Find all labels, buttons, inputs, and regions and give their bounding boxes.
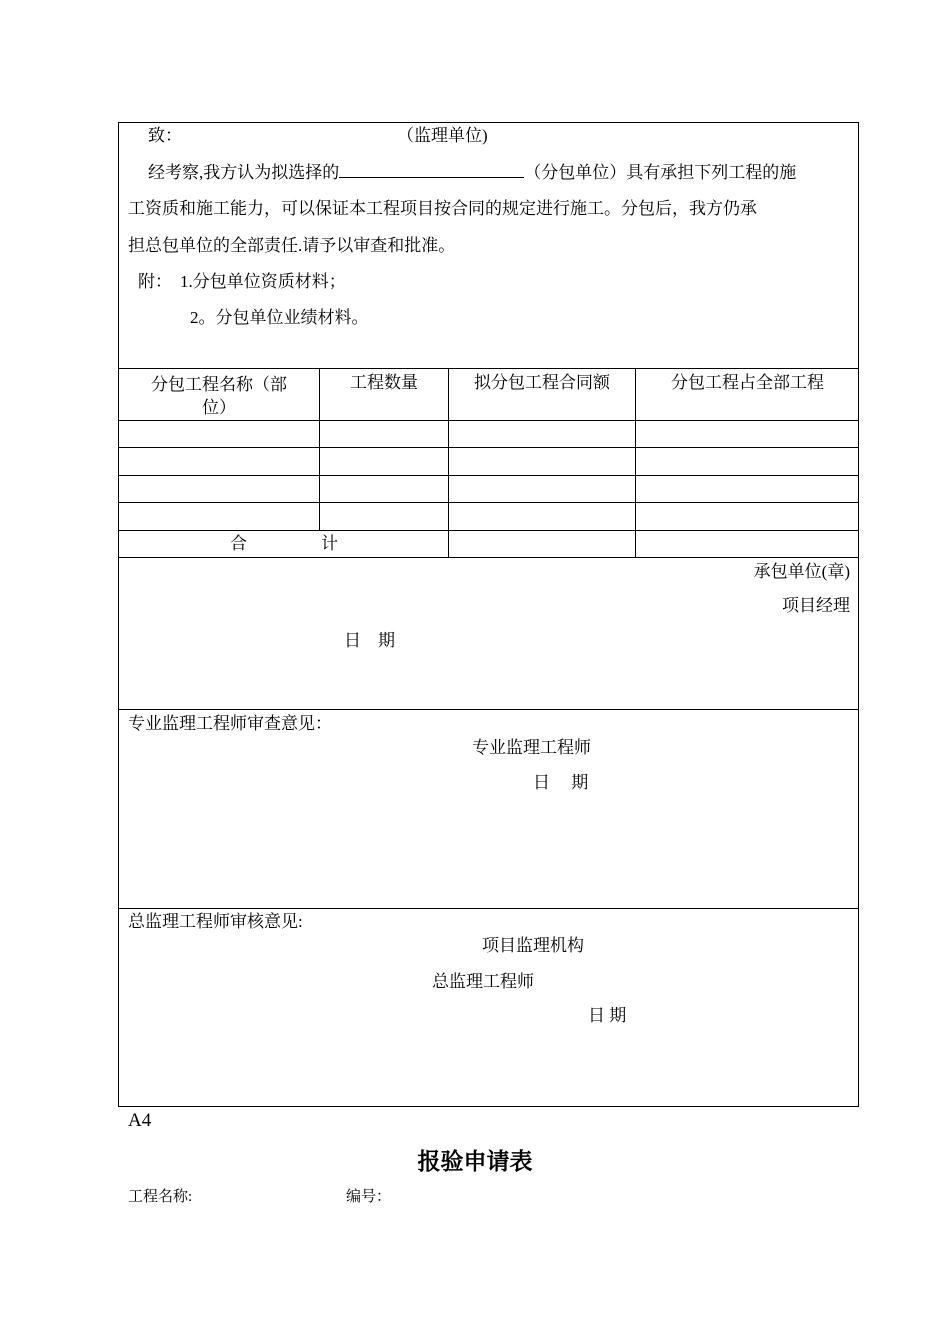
header-subproject-name bbox=[119, 373, 319, 419]
table-cell-name[interactable] bbox=[119, 503, 319, 530]
chief-review-label: 总监理工程师审核意见: bbox=[128, 912, 303, 931]
total-amount-cell[interactable] bbox=[449, 531, 635, 557]
table-cell-share[interactable] bbox=[636, 448, 858, 475]
chief-signer-label: 总监理工程师 bbox=[432, 972, 534, 991]
specialist-date-label: 日 期 bbox=[533, 773, 589, 792]
table-row bbox=[119, 421, 859, 447]
statement-line-3: 担总包单位的全部责任.请予以审查和批准。 bbox=[128, 236, 456, 255]
total-label-char-1: 合 bbox=[230, 534, 247, 553]
attachment-label: 附： bbox=[138, 272, 172, 291]
to-label: 致： bbox=[148, 126, 182, 145]
table-cell-amount[interactable] bbox=[449, 421, 635, 447]
attachment-item-2: 2。分包单位业绩材料。 bbox=[190, 308, 369, 327]
project-manager-label: 项目经理 bbox=[782, 596, 850, 615]
project-name-label: 工程名称: bbox=[128, 1189, 193, 1205]
table-cell-quantity[interactable] bbox=[320, 448, 448, 475]
table-cell-name[interactable] bbox=[119, 448, 319, 475]
table-cell-name[interactable] bbox=[119, 476, 319, 502]
contractor-unit-seal: 承包单位(章) bbox=[753, 562, 850, 581]
section-divider bbox=[118, 709, 859, 710]
specialist-signer-label: 专业监理工程师 bbox=[472, 738, 591, 757]
specialist-opinion-area[interactable] bbox=[128, 800, 848, 900]
table-cell-amount[interactable] bbox=[449, 503, 635, 530]
chief-date-label: 日 期 bbox=[588, 1006, 627, 1025]
table-cell-amount[interactable] bbox=[449, 476, 635, 502]
table-cell-amount[interactable] bbox=[449, 448, 635, 475]
header-share-of-total: 分包工程占全部工程 bbox=[671, 373, 824, 392]
table-cell-quantity[interactable] bbox=[320, 476, 448, 502]
chief-opinion-area[interactable] bbox=[128, 1032, 848, 1102]
table-row bbox=[119, 503, 859, 530]
table-bottom-line bbox=[118, 557, 859, 558]
header-contract-amount: 拟分包工程合同额 bbox=[474, 373, 610, 392]
header-quantity: 工程数量 bbox=[350, 373, 418, 392]
contractor-date-label: 日 期 bbox=[344, 631, 395, 650]
table-cell-quantity[interactable] bbox=[320, 421, 448, 447]
header-subproject-name-line2: 位） bbox=[202, 398, 236, 417]
table-cell-name[interactable] bbox=[119, 421, 319, 447]
table-cell-share[interactable] bbox=[636, 421, 858, 447]
header-subproject-name-line1: 分包工程名称（部 bbox=[151, 375, 287, 394]
statement-part-2: （分包单位）具有承担下列工程的施 bbox=[524, 163, 797, 182]
form-code: A4 bbox=[128, 1110, 152, 1131]
statement-line-1 bbox=[148, 161, 796, 183]
table-row bbox=[119, 476, 859, 502]
total-share-cell[interactable] bbox=[636, 531, 858, 557]
form-frame bbox=[118, 122, 859, 1107]
table-cell-quantity[interactable] bbox=[320, 503, 448, 530]
table-cell-share[interactable] bbox=[636, 476, 858, 502]
statement-part-1: 经考察,我方认为拟选择的 bbox=[148, 163, 340, 182]
table-top-line bbox=[118, 368, 859, 369]
total-label-char-2: 计 bbox=[321, 534, 338, 553]
specialist-review-label: 专业监理工程师审查意见： bbox=[128, 714, 332, 733]
section-divider bbox=[118, 908, 859, 909]
serial-number-label: 编号： bbox=[346, 1189, 392, 1205]
supervisor-unit-label: （监理单位) bbox=[397, 126, 488, 145]
table-cell-share[interactable] bbox=[636, 503, 858, 530]
table-row bbox=[119, 448, 859, 475]
supervision-org-label: 项目监理机构 bbox=[482, 936, 584, 955]
form-title: 报验申请表 bbox=[417, 1149, 533, 1175]
subcontractor-blank[interactable] bbox=[339, 161, 524, 178]
statement-line-2: 工资质和施工能力，可以保证本工程项目按合同的规定进行施工。分包后，我方仍承 bbox=[128, 199, 757, 218]
attachment-item-1: 1.分包单位资质材料； bbox=[180, 272, 346, 291]
